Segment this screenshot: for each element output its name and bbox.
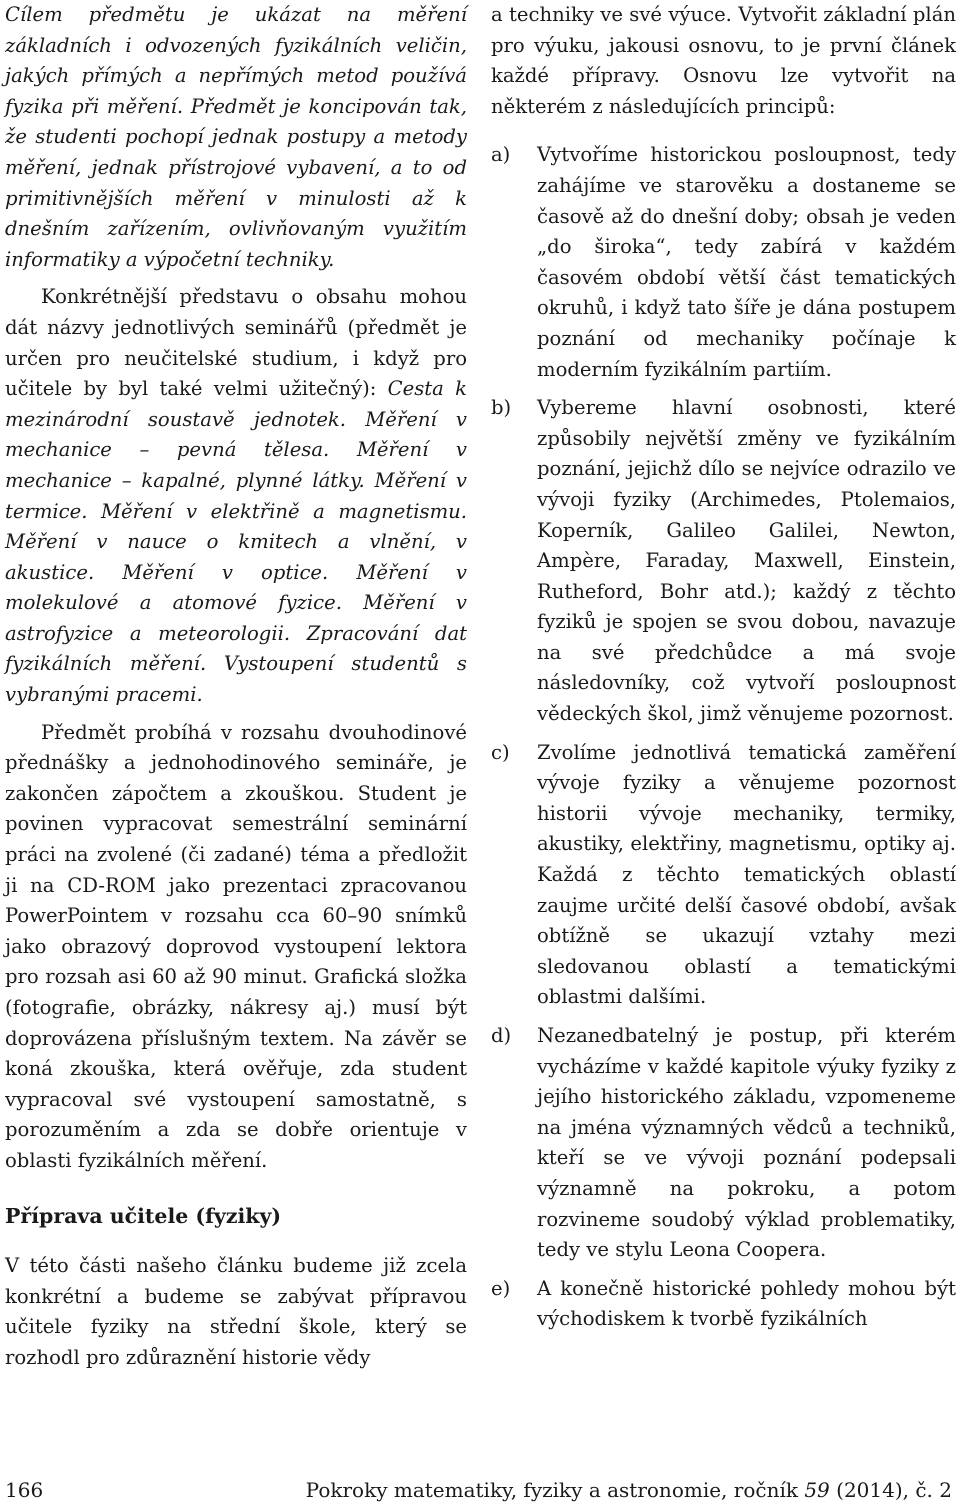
list-item-text: Zvolíme jednotlivá tematická zaměření vývoje fyziky a věnujeme pozornost historii vývoje mechaniky, termiky, akustiky, elektřiny, magnetismu, optiky aj. Každá z těchto tematických oblastí zaujme určité delší časové období, avšak obtížně se ukazují vztahy mezi sledovanou oblastí a tematickými oblastmi dalšími. xyxy=(537,740,956,1009)
list-item xyxy=(491,1021,956,1266)
list-item xyxy=(491,1274,956,1335)
seminar-topics-intro: Konkrétnější představu o obsahu mohou dát názvy jednotlivých seminářů (předmět je určen pro neučitelské studium, i když pro učitele by byl také velmi užitečný): xyxy=(5,285,467,401)
section-heading: Příprava učitele (fyziky) xyxy=(5,1203,282,1228)
course-aim-paragraph: Cílem předmětu je ukázat na měření základních i odvozených fyzikálních veličin, jakých přímých a nepřímých metod používá fyzika při měření. Předmět je koncipován tak, že studenti pochopí jednak postupy a metody měření, jednak přístrojové vybavení, a to od primitivnějších měření v minulosti až k dnešním zařízením, ovlivňovaným využitím informatiky a výpočetní techniky. xyxy=(5,3,467,271)
course-format-paragraph: Předmět probíhá v rozsahu dvouhodinové přednášky a jednohodinového semináře, je zakončen zápočtem a zkouškou. Student je povinen vypracovat semestrální seminární práci na zvolené (či zadané) téma a předložit ji na CD-ROM jako prezentaci zpracovanou PowerPointem v rozsahu cca 60–90 snímků jako obrazový doprovod vystoupení lektora pro rozsah asi 60 až 90 minut. Grafická složka (fotografie, obrázky, nákresy aj.) musí být doprovázena příslušným textem. Na závěr se koná zkouška, která ověřuje, zda student vypracoval své vystoupení samostatně, s porozuměním a zda se dobře orientuje v oblasti fyzikálních měření. xyxy=(5,720,467,1172)
list-item xyxy=(491,738,956,1013)
section-intro-paragraph: V této části našeho článku budeme již zcela konkrétní a budeme se zabývat přípravou učitele fyziky na střední škole, který se rozhodl pro zdůraznění historie vědy xyxy=(5,1254,467,1369)
list-item-label: b) xyxy=(491,396,512,420)
left-column xyxy=(5,0,467,1374)
seminar-topics-list: Cesta k mezinárodní soustavě jednotek. Měření v mechanice – pevná tělesa. Měření v mechanice – kapalné, plynné látky. Měření v termice. Měření v elektřině a magnetismu. Měření v nauce o kmitech a vlnění, v akustice. Měření v optice. Měření v molekulové a atomové fyzice. Měření v astrofyzice a meteorologii. Zpracování dat fyzikálních měření. Vystoupení studentů s vybranými pracemi. xyxy=(5,377,467,707)
list-item-text: Vytvoříme historickou posloupnost, tedy zahájíme ve starověku a dostaneme se časově až do dnešní doby; obsah je veden „do široka“, tedy zabírá v každém časovém období větší část tematických okruhů, i když tato šíře je dána postupem poznání od mechaniky počínaje k moderním fyzikálním partiím. xyxy=(537,143,956,381)
list-item-label: e) xyxy=(491,1276,511,1300)
page-number: 166 xyxy=(5,1478,44,1502)
list-item-label: a) xyxy=(491,143,511,167)
principles-list xyxy=(491,140,956,1335)
journal-citation xyxy=(306,1478,952,1502)
journal-name: Pokroky matematiky, fyziky a astronomie, ročník xyxy=(305,1478,805,1502)
continued-paragraph: a techniky ve své výuce. Vytvořit základní plán pro výuku, jakousi osnovu, to je první článek každé přípravy. Osnovu lze vytvořit na některém z následujících principů: xyxy=(491,3,956,118)
journal-volume: 59 xyxy=(804,1478,830,1502)
list-item xyxy=(491,393,956,730)
list-item-label: d) xyxy=(491,1024,512,1047)
seminar-topics-paragraph xyxy=(5,282,467,710)
right-column xyxy=(491,0,956,1343)
journal-issue: (2014), č. 2 xyxy=(829,1478,952,1502)
page-footer xyxy=(5,1478,952,1502)
list-item-text: A konečně historické pohledy mohou být východiskem k tvorbě fyzikálních xyxy=(537,1276,956,1331)
list-item-text: Vybereme hlavní osobnosti, které způsobily největší změny ve fyzikálním poznání, jejichž dílo se nejvíce odrazilo ve vývoji fyziky (Archimedes, Ptolemaios, Koperník, Galileo Galilei, Newton, Ampère, Faraday, Maxwell, Einstein, Rutheford, Bohr atd.); každý z těchto fyziků je spojen se svou dobou, navazuje na své předchůdce a má svoje následovníky, což vytvoří posloupnost vědeckých škol, jimž věnujeme pozornost. xyxy=(537,396,956,726)
list-item-text: Nezanedbatelný je postup, při kterém vycházíme v každé kapitole výuky fyziky z jejího historického základu, vzpomeneme na jména významných vědců a techniků, kteří se ve vývoji poznání podepsali významně na pokroku, a potom rozvineme soudobý výklad problematiky, tedy ve stylu Leona Coopera. xyxy=(537,1024,956,1262)
list-item-label: c) xyxy=(491,740,510,764)
list-item xyxy=(491,140,956,385)
